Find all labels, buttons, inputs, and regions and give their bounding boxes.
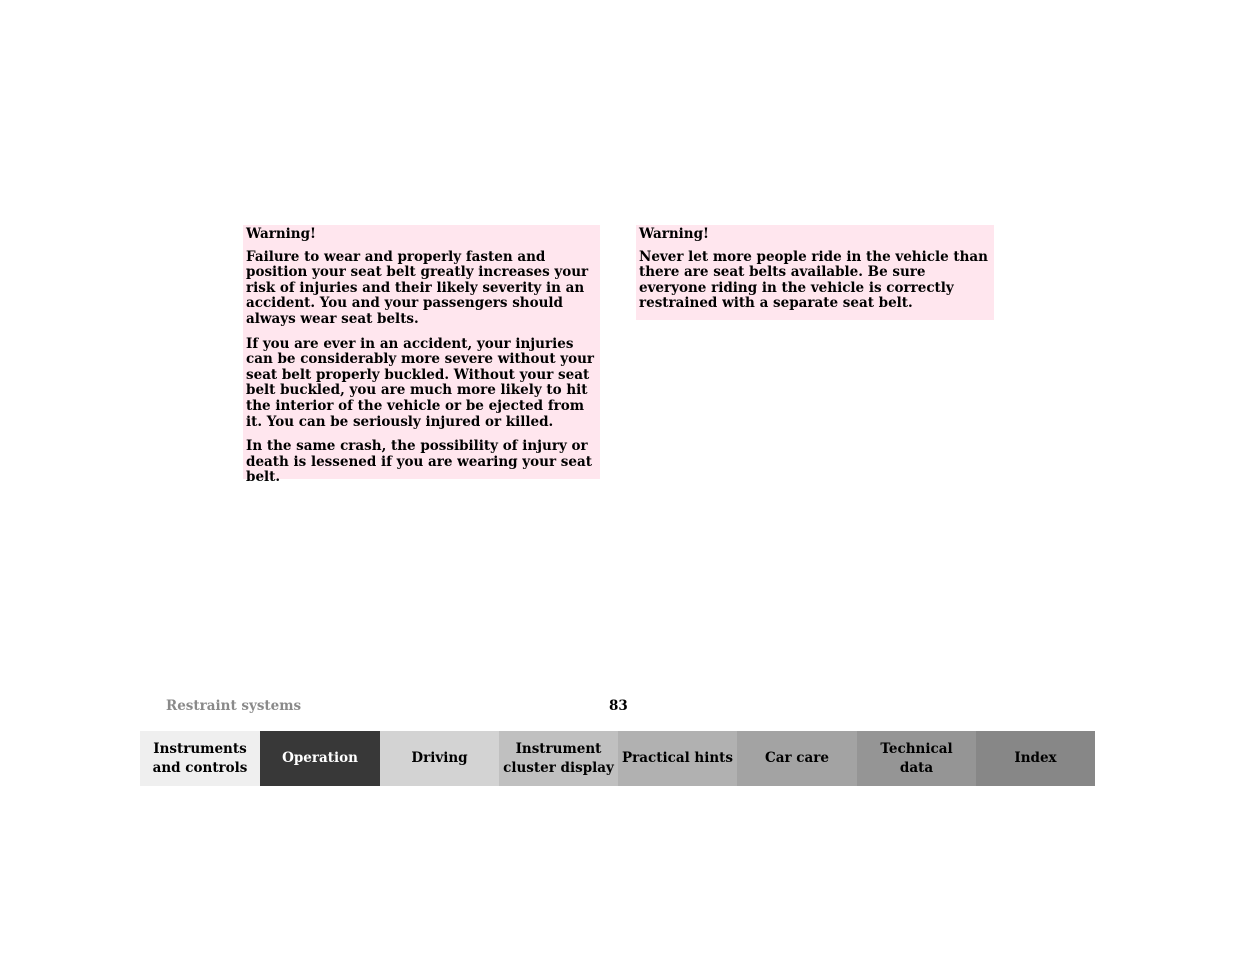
warning-box-seat-belt-use	[243, 225, 600, 486]
warning-box-occupant-limit	[636, 225, 994, 320]
section-title: Restraint systems	[166, 698, 302, 714]
nav-tab-driving[interactable]: Driving	[380, 731, 499, 786]
nav-tab-technical-data[interactable]: Technical data	[857, 731, 976, 786]
warning-paragraph: Failure to wear and properly fasten and position your seat belt greatly increases your risk of injuries and their likely severity in an accident. You and your passengers should always wear seat belts.	[246, 248, 589, 327]
warning-title: Warning!	[639, 226, 709, 242]
warning-paragraph: In the same crash, the possibility of injury or death is lessened if you are wearing your seat belt.	[246, 438, 592, 486]
nav-tab-instruments-and-controls[interactable]: Instruments and controls	[140, 731, 260, 786]
chapter-nav-bar	[140, 731, 1095, 786]
nav-tab-instrument-cluster-display[interactable]: Instrument cluster display	[499, 731, 618, 786]
nav-tab-operation[interactable]: Operation	[260, 731, 380, 786]
nav-tab-car-care[interactable]: Car care	[737, 731, 857, 786]
warning-paragraph: If you are ever in an accident, your injuries can be considerably more severe without your seat belt properly buckled. Without your seat belt buckled, you are much more likely to hit the interior of the vehicle or be ejected from it. You can be seriously injured or killed.	[246, 335, 595, 430]
nav-tab-index[interactable]: Index	[976, 731, 1095, 786]
warning-paragraph: Never let more people ride in the vehicle than there are seat belts available. Be sure everyone riding in the vehicle is correctly restrained with a separate seat belt.	[639, 248, 988, 312]
warning-title: Warning!	[246, 226, 316, 242]
page-number: 83	[609, 698, 628, 714]
nav-tab-practical-hints[interactable]: Practical hints	[618, 731, 737, 786]
